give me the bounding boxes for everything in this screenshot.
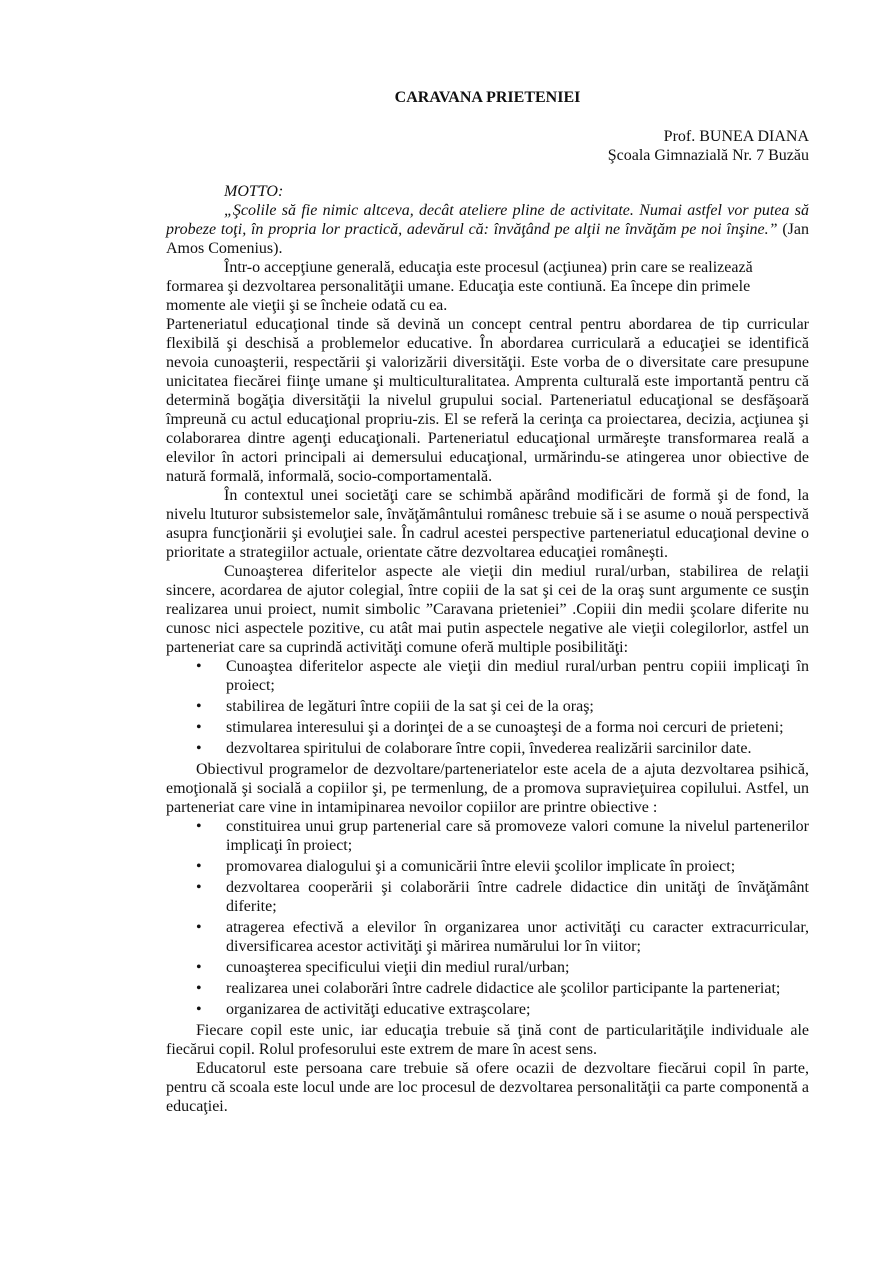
- bullet-icon: •: [196, 980, 202, 997]
- list-item: • atragerea efectivă a elevilor în organizarea unor activităţi cu caracter extracurricular, diversificarea acestor activităţi şi mărirea numărului lor în viitor;: [196, 919, 809, 955]
- document-page: [166, 88, 809, 1116]
- list-item: • dezvoltarea spiritului de colaborare între copii, învederea realizării sarcinilor date.: [196, 740, 752, 757]
- author-name: Prof. BUNEA DIANA: [663, 128, 809, 145]
- paragraph-knowledge: Cunoaşterea diferitelor aspecte ale vieţii din mediul rural/urban, stabilirea de relaţii sincere, acordarea de ajutor colegial, între copiii de la sat şi cei de la oraş sunt argumente ce susţin realizarea unui proiect, numit simbolic ”Caravana prieteniei” .Copiii din medii şcolare diferite nu cunosc nici aspectele pozitive, cu atât mai putin aspectele negative ale vieţii colegilorlor, astfel un parteneriat care sa cuprindă activităţi comune oferă multiple posibilităţi:: [166, 563, 809, 656]
- paragraph-partnership: Parteneriatul educaţional tinde să devină un concept central pentru abordarea de tip curricular flexibilă şi deschisă a problemelor educative. În abordarea curriculară a educaţiei se identifică nevoia cunoaşterii, respectării şi valorizării diversităţii. Este vorba de o diversitate care presupune unicitatea fiecărei fiinţe umane şi multiculturalitatea. Amprenta culturală este importantă pentru că determină bogăţia diversităţii la nivelul grupului social. Parteneriatul educaţional se desfăşoară împreună cu actul educaţional propriu-zis. El se referă la cerinţa ca proiectarea, decizia, acţiunea şi colaborarea dintre agenţi educaţionali. Parteneriatul educaţional urmăreşte transformarea reală a elevilor în actori principali ai demersului educaţional, urmărindu-se atingerea unor obiective de natură formală, informală, socio-comportamentală.: [166, 316, 809, 485]
- school-name: Şcoala Gimnazială Nr. 7 Buzău: [607, 147, 809, 164]
- paragraph-educator: Educatorul este persoana care trebuie să ofere ocazii de dezvoltare fiecărui copil în parte, pentru că scoala este locul unde are loc procesul de dezvoltarea personalităţii ca parte componentă a educaţiei.: [166, 1060, 809, 1115]
- bullet-icon: •: [196, 959, 202, 976]
- bullet-icon: •: [196, 719, 202, 736]
- paragraph-unique-child: Fiecare copil este unic, iar educaţia trebuie să ţină cont de particularităţile individuale ale fiecărui copil. Rolul profesorului este extrem de mare în acest sens.: [166, 1022, 809, 1058]
- document-title: CARAVANA PRIETENIEI: [394, 89, 581, 106]
- bullet-icon: •: [196, 698, 202, 715]
- list-item: • realizarea unei colaborări între cadrele didactice ale şcolilor participante la parteneriat;: [196, 980, 781, 997]
- bullet-icon: •: [196, 1001, 202, 1018]
- list-item: • stabilirea de legături între copiii de la sat şi cei de la oraş;: [196, 698, 594, 715]
- list-item: • promovarea dialogului şi a comunicării între elevii şcolilor implicate în proiect;: [196, 858, 736, 875]
- motto-text: „Şcolile să fie nimic altceva, decât ateliere pline de activitate. Numai astfel vor putea să probeze toţi, în propria lor practică, adevărul că: învăţând pe alţii ne învăţăm pe noi înşine.”: [166, 202, 809, 238]
- paragraph-objective: Obiectivul programelor de dezvoltare/parteneriatelor este acela de a ajuta dezvoltarea psihică, emoţională şi socială a copiilor şi, pe termenlung, de a promova supravieţuirea copilului. Astfel, un parteneriat care vine in intamipinarea nevoilor copiilor are printre obiective :: [166, 761, 809, 816]
- bullet-icon: •: [196, 818, 202, 835]
- list-item: • cunoaşterea specificului vieţii din mediul rural/urban;: [196, 959, 570, 976]
- possibilities-list: [166, 657, 809, 758]
- motto-label: MOTTO:: [224, 183, 284, 200]
- bullet-icon: •: [196, 740, 202, 757]
- bullet-icon: •: [196, 919, 202, 936]
- motto-quote: [166, 201, 809, 258]
- bullet-icon: •: [196, 879, 202, 896]
- list-item: • stimularea interesului şi a dorinţei de a se cunoaşteşi de a forma noi cercuri de prieteni;: [196, 719, 784, 736]
- motto-source: (Jan Amos Comenius).: [166, 221, 809, 257]
- list-item: • Cunoaştea diferitelor aspecte ale vieţii din mediul rural/urban pentru copiii implicaţi în proiect;: [196, 658, 809, 694]
- paragraph-intro: Într-o accepţiune generală, educaţia este procesul (acţiunea) prin care se realizează formarea şi dezvoltarea personalităţii umane. Educaţia este contiună. Ea începe din primele momente ale vieţii şi se încheie odată cu ea.: [166, 259, 753, 314]
- objectives-list: [166, 817, 809, 1019]
- paragraph-context: În contextul unei societăţi care se schimbă apărând modificări de formă şi de fond, la nivelu ltuturor subsistemelor sale, învăţământului românesc trebuie să i se asume o nouă perspectivă asupra funcţionării şi evoluţiei sale. În cadrul acestei perspective parteneriatul educaţional devine o prioritate a strategiilor actuale, orientate către dezvoltarea educaţiei româneşti.: [166, 487, 809, 561]
- list-item: • organizarea de activităţi educative extraşcolare;: [196, 1001, 531, 1018]
- list-item: • constituirea unui grup partenerial care să promoveze valori comune la nivelul partenerilor implicaţi în proiect;: [196, 818, 809, 854]
- list-item: • dezvoltarea cooperării şi colaborării între cadrele didactice din unităţi de învăţământ diferite;: [196, 879, 809, 915]
- bullet-icon: •: [196, 858, 202, 875]
- bullet-icon: •: [196, 658, 202, 675]
